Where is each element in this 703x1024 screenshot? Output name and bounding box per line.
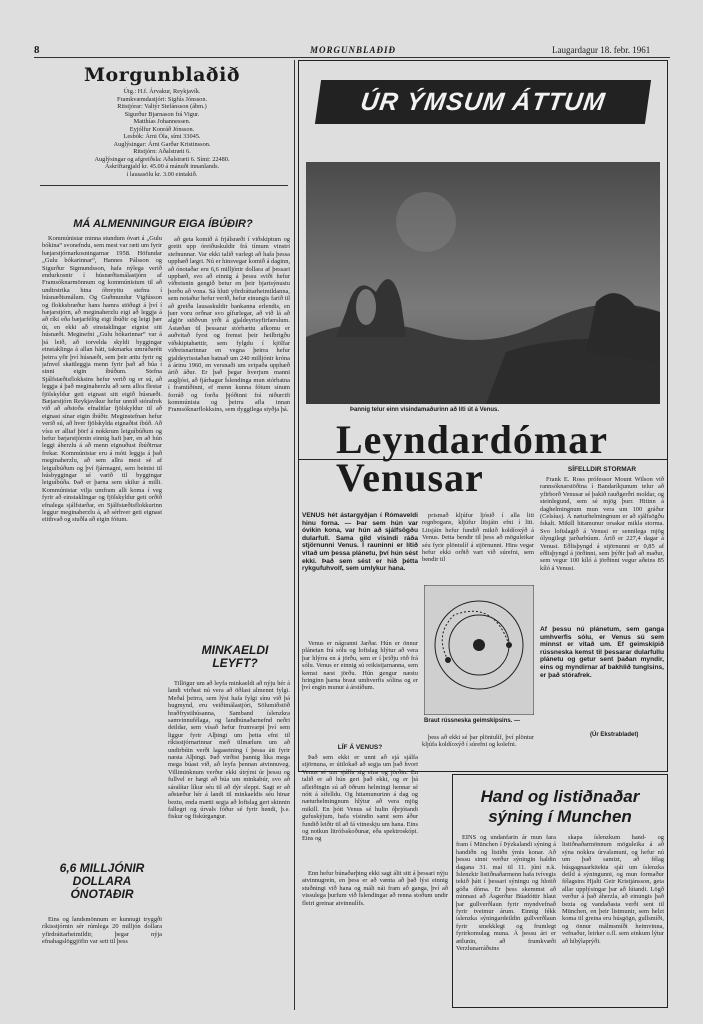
illustration-caption: Þannig telur einn vísindamaðurinn að líti út á Venus. <box>350 407 500 413</box>
page-number: 8 <box>34 44 40 56</box>
feature-column-b: prismað kljúfur ljósið í alla liti regnbogans, kljúfur litsjáin efni í liti. Litsjáin hefur fundið mikið koldíoxýð á Venus. Þetta bendir til þess að möguleikar séu fyrir plöntulíf á stjörnunni. Hins vegar hefur ekki orðið vart við súrefni, sem bendir til <box>422 512 534 564</box>
feature2-column-b: skapa íslenzkum hand- og listiðnaðarmönnum möguleika á að sýna nokkra úrvalsmuni, og hefur nú um það samizt, að félag húsgagnaarkitekta sjái um íslenzka deild á sýningunni, og mun formaður félagsins Hjalti Geir Kristjánsson, geta allar upplýsingar þar að lútandi. Lögð verður á það áherzla, að einungis það bezta og vandaðasta verði sent til München, en þeir listmunir, sem helzt koma til greina eru húsgögn, gullsmíði, og önnur málmsmíði heimvinna, vefnaður, leirker o.fl. sem einkum lýtur að híbýlaprýði. <box>562 834 664 945</box>
column-divider <box>294 60 295 1010</box>
article2-text: Eins og landsmönnum er kunnugt tryggði ríkisstjórnin sér rúmlega 20 milljón dollara yfirdráttarheimildir, þegar nýja efnahagslöggjöfin var sett til þess <box>42 916 162 946</box>
feature-column-b2: þess að ekki sé þar plöntulíf, því plöntur kljúfa koldíoxýð í súrefni og kolefni. <box>422 734 534 749</box>
issue-date: Laugardagur 18. febr. 1961 <box>552 45 651 55</box>
feature2-column-a: EINS og undanfarin ár mun fara fram í München í Þýzkalandi sýning á handiðn og listiðn ýmis konar. Að þessu sinni verður sýningin haldin dagana 31. maí til 11. júní n.k. Íslenzkir listiðnaðarmenn hafa tvívegis tekið þátt í þessari sýningu og hlotið góða dóma. Er þess skemmst að minnast að Ásgerður Búadóttir hlaut þar gullverðlaun fyrir myndvefnað fyrir tveimur árum. Einnig fékk íslenzka sýningardeildin gullverðlaun fyrir smekklegt og frumlegt fyrirkomulag muna. Á þessu ári er ætlunin, að frumkvæði Verzlunarráðsins <box>456 834 556 953</box>
article2-headline: 6,6 MILLJÓNIR DOLLARA ÓNOTAÐIR <box>59 861 145 901</box>
article3-text: Tillögur um að leyfa minkaeldi að nýju hér á landi virðast nú vera að öðlast almennt fylgi. Meðal þeirra, sem lýst hafa fylgi sínu við þá hugmynd, eru veiðimálastjóri, Sölumiðstöð hraðfrystihúsanna, Samband íslenzkra samvinnufélaga, og landbúnaðarnefnd neðri deildar, sem vísað hefur frumvarpi því sem liggur fyrir Alþingi um þetta efni til ríkisstjórnarinnar með tilmælum um að undirbúin verði lagasetning í þessa átt fyrir næsta Alþingi. Það virðist þannig líka mega mega búast við, að leyfa þennan atvinnuveg. Villiminknum verður ekki útrýmt úr þessu og fullvel er hægt að búa um minkabúr, svo að sáralítar líkur séu til að dýr sleppi. Sagt er að aðstæður hér á landi til minkaeldis séu hinar beztu, enda mætti segja að loftslag geri skinnin fallegri og úrvals fóður sé fyrir hendi, þ.e. fiskur og fiskúrgangur. <box>168 680 290 821</box>
feature-sub-storm: SÍFELLDIR STORMAR <box>567 466 637 473</box>
masthead-title: Morgunblaðið <box>83 64 240 86</box>
feature-column-c: Frank E. Ross prófessor Mount Wilson við rannsóknarstöðina í Bandaríkjunum telur að yfirborð Venusar sé þakið rauðgerðri moldar, og steinlegund, sem sé mjög þurr. Hitinn á daghelmingnum mun vera um 100 gráður (Celsíus). Á næturhelmingnum er að sjálfsögðu fskalt. Mikill hitamunur orsakar mikla storma. Svo loftslagið á Venusi er sennilega mjög ólyngilegt jarðarbúum. Árið er 227,4 dagar á Venusi. Eðlisþyngd á stjörnunni er 0,85 af eðlisþyngd á jörðinni, sem þýðir það að maður, sem vegur 100 kíló á jörðinni vegur aðeins 85 kíló á Venusi. <box>540 476 664 572</box>
feature-banner: ÚR ÝMSUM ÁTTUM <box>315 80 651 124</box>
header-rule <box>34 57 670 58</box>
feature-headline-line2: Venusar <box>336 455 484 500</box>
minkaeldi-continued: Enn hefur búnaðarþing ekki sagt álit sitt á þessari nýju atvinnugrein, en þess er að vænta að það lýsi einnig stuðningi við hana og máli nái fram að ganga, því að vissulega þurfum við Íslendingar að renna stoðum undir fleiri greinar atvinnulífs. <box>302 870 448 907</box>
feature-headline-line1: Leyndardómar <box>336 417 608 462</box>
venus-illustration <box>306 162 660 404</box>
feature-column-a2: Það sem ekki er unnt að sjá sjálfa stjörnuna, er útilokað að segja um það hvort Venus sé um sjálfa sig eins og jörðin. En talið er að hún geri það ekki, og er þá afleiðingin sú að öðrum helmingi hennar sé nótt á sífelldu. Og hitamunurinn á dag og næturhelmingnum hlýtur að vera mjög mikill. En þótt Venus sé hulin óþrjótandi gufuskýjum, hafa vísindin samt sem áður fundið leiðir til að fá vitneskju um hana. Eins og notkun litrófsskoðunar, eða spektroskópi. Eins og <box>302 754 418 843</box>
article1-column-1: Kommúnistar minna stundum óvart á „Gulu bókina“ svonefndu, sem mest var rætt um fyrir bæjarstjórnarkosningarnar 1958. Höfundar „Gulu bókarinnar“, Hannes Pálsson og Sigurður Sigmundsson, hafa nýlega verið endurkosnir í húsnæðismálastjórn af Framsóknarmönnum og kommúnistum til að undirstrika hina óbreyttu stefnu í húsnæðismálum. Og Guðmundur Vigfússon og flokksbræður hans hamra stöðugt á því í bæjarstjórn, að meginaherzlu eigi að leggja á að ríki eða bæjarfélög eigi íbúðir og leigi þær út, en ekki að einstaklingar eignist sitt húsnæði. Meginefni „Gulu bókarinnar“ var á þá leið, að torvelda skyldi byggingar einstaklinga á allan hátt, takmarka umráðarétt þeirra yfir því húsnæði, sem þeir ættu fyrir og jafnvel skattleggja menn fyrir það að búa í sinni eigin íbúðum. Stefna Sjálfstæðisflokksins hefur verið og er sú, að leggja á það meginaherzlu að sem allra flestar fjölskyldur geti eignast sitt eigið húsnæði. Bæjarstjórn Reykjavíkur hefur unnið stórafrek við að aðstoða efnalitlar fjölskyldur til að eignast sínar eigin íbúðir. Meginstefnan hefur verið sú, að hver fjölskylda eignaðist íbúð. Að vísu er alltaf þörf á nokkrum leiguíbúðum og hefur bæjarstjórnin einnig haft þær, en að hún leggi áherzlu á að menn eignuðust íbúðirnar frekar. Kommúnistar eru á móti leggja á það meginaherzlu, að sem allra mest sé af leiguíbúðum og því fjármagni, sem beinist til húsbyggingar sé varið til byggingar leiguíbúða. Það er þarna sem skilur á milli. Kommúnistar vilja umfram allt koma í veg fyrir að einstaklingar og fjölskyldur geti orðið efnalega sjálfstæðar, en Sjálfstæðisflokkurinn leggur meginaherzlu á, að sérhver geti eignast eiithvað og stuðla að eigin fótum. <box>42 235 162 524</box>
feature2-headline-line2: sýning í Munchen <box>488 807 632 826</box>
article1-column-2: að geta komið á frjálsræði í viðskiptum og greitt upp óreiðuskuldir frá tímum vinstri stefnunnar. Var ekki talið varlegt að hafa þessa upphæð lægri. Nú er hinsvegar komið á daginn, að ónotaðar eru 6,6 milljónir dollara af þessari upphæð, svo að einnig á þessu sviði hefur viðreisnin gengið betur en þeir bjartsýnustu þorðu að vona. Sá hluti yfirdráttarheimildanna, sem notaður hefur verið, hefur einungis farið til að greiða lausaskuldir bankanna erlendis, en þær voru orðnar svo gífurlegar, að við lá að algjör stöðvun yrði á gjaldeyrisyfirfærslum. Ástæðan til þessarar stórbættu afkomu er auðvitað fyrst og fremst þeir heilbrigðu viðskiptahættir, sem fylgdu í kjölfar viðreisnarinnar en vegna þeirra hefur gjaldeyrisstaðan batnað um 240 milljónir króna á árinu 1960, en versnaði um svipaða upphæð árið áður. Er það þegar hverjum manni augljóst, að fjárhagur Íslendinga mun stórbatna í framtíðinni, ef menn kunna fótum sínum forráð og forða þjóðinni frá niðurrifi kommúnista og þeirra afla innan Framsóknarflokksins, sem dyggilega styðja þá. <box>168 236 290 414</box>
feature-source: (Úr Ekstrabladet) <box>590 732 639 738</box>
feature-column-a: Venus er nágranni Jarðar. Hún er önnur plánetan frá sólu og loftslag hlýtur að vera þar hlýrra en á jörðu, sem er í þriðju röð frá sólu. Venus er einnig sú reikistjarnanna, sem kemst næst jörðu. Hún gengur næstu hringinn þarna braut umhverfis sólina og er því engin munur á árstíðum. <box>302 640 418 692</box>
feature-column-c-bold: Af þessu nú plánetum, sem ganga umhverfis sólu, er Venus sú sem minnst er vitað um. Ef geimskipið rússneska kemst til þessarar dularfullu plánetu og getur sent þaðan myndir, eins og myndirnar af bakhlið tunglsins, er það stórafrek. <box>540 626 664 679</box>
masthead-rule <box>40 185 288 186</box>
paper-name: MORGUNBLAÐIÐ <box>310 45 397 55</box>
article1-headline: MÁ ALMENNINGUR EIGA ÍBÚÐIR? <box>73 218 253 230</box>
feature-lower-box <box>298 455 668 772</box>
masthead-staff: Útg.: H.f. Árvakur, Reykjavík. Framkvæmdastjóri: Sigfús Jónsson. Ritstjórar: Valtýr Stefánsson (ábm.) Sigurður Bjarnason frá Vigur. Matthías Johannessen. Eyjólfur Konráð Jónsson. Lesbók: Árni Óla, sími 33045. Auglýsingar: Árni Garðar Kristinsson. Ritstjórn: Aðalstræti 6. Auglýsingar og afgreiðsla: Aðalstræti 6. Sími: 22480. Áskriftargjald kr. 45.00 á mánuði innanlands. í lausasölu kr. 3.00 eintakið. <box>94 88 230 178</box>
feature-sub-life: LÍF Á VENUS? <box>337 744 383 751</box>
article3-headline: MINKAELDI LEYFT? <box>201 643 269 670</box>
feature2-headline-line1: Hand og listiðnaðar <box>480 787 640 806</box>
orbit-caption: Braut rússneska geimskipsins. — <box>424 718 521 724</box>
feature-lead: VENUS hét ástargyðjan í Rómaveldi hinu forna. — Þar sem hún var óvikin kona, var hún að sjálfsögðu dularfull. Sama gild vísindi ráða stjörnunni Venus. Í rauninni er lítið vitað um þessa plánetu, því hún sést ekki. Það sem sést er hið þétta rykgufuhvolf, sem umlykur hana. <box>302 512 418 573</box>
